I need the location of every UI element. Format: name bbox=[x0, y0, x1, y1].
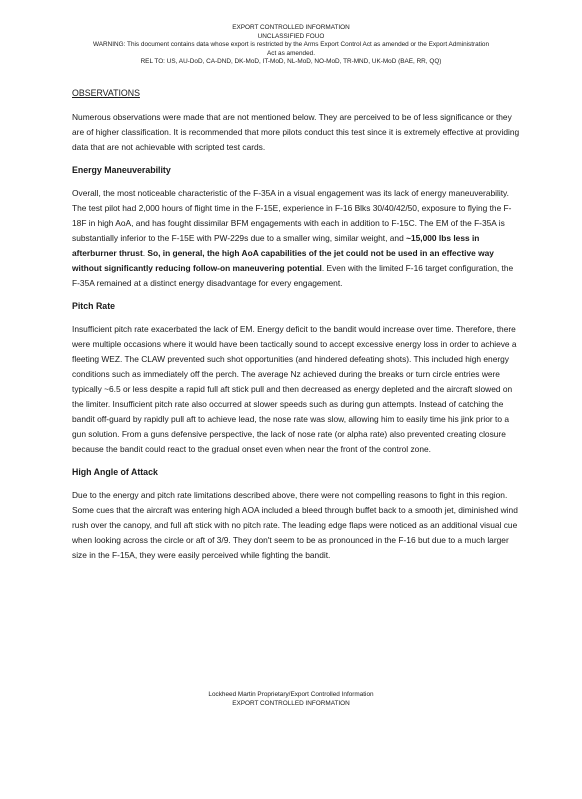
header-warning-cont: Act as amended. bbox=[267, 49, 315, 57]
header-export-control: EXPORT CONTROLLED INFORMATION bbox=[232, 24, 350, 31]
header-release: REL TO: US, AU-DoD, CA-DND, DK-MoD, IT-MoD, NL-MoD, NO-MoD, TR-MND, UK-MoD (BAE, RR, QQ) bbox=[140, 58, 442, 66]
energy-text-bold-aoa: So, in general, the high AoA capabilities of the jet could not be used in an effective way without significantly reducing follow-on maneuvering potential bbox=[72, 248, 494, 273]
energy-text-plain: Overall, the most noticeable characteristic of the F-35A in a visual engagement was its lack of energy maneuverability. The test pilot had 2,000 hours of flight time in the F-15E, experience in F-16 Blks 30/40/42/50, exposure to flying the F-18F in high AoA, and has fought dissimilar BFM engagements with each in addition to F-15C. The EM of the F-35A is substantially inferior to the F-15E with PW-229s due to a smaller wing, similar weight, and bbox=[72, 188, 512, 243]
pitch-heading: Pitch Rate bbox=[72, 301, 116, 311]
header-classification: UNCLASSIFIED FOUO bbox=[257, 32, 325, 40]
footer-export-control: EXPORT CONTROLLED INFORMATION bbox=[232, 700, 350, 707]
energy-text-mid: . bbox=[142, 248, 148, 258]
aoa-heading: High Angle of Attack bbox=[72, 467, 158, 477]
footer-proprietary: Lockheed Martin Proprietary/Export Controlled Information bbox=[208, 691, 374, 698]
energy-text-end: . Even with the limited F-16 target configuration, the F-35A remained at a distinct energy disadvantage for every engagement. bbox=[72, 263, 514, 288]
observations-intro: Numerous observations were made that are not mentioned below. They are perceived to be of less significance or they are of higher classification. It is recommended that more pilots conduct this test since it is extremely effective at providing data that are not achievable with scripted test cards. bbox=[72, 112, 520, 152]
page-footer bbox=[40, 690, 542, 708]
page-header bbox=[40, 24, 542, 67]
observations-title: OBSERVATIONS bbox=[72, 88, 140, 98]
energy-paragraph bbox=[72, 186, 522, 291]
aoa-paragraph: Due to the energy and pitch rate limitations described above, there were not compelling reasons to fight in this region. Some cues that the aircraft was entering high AOA included a bleed through buffet back to a smooth jet, diminished wind rush over the canopy, and full aft stick with no pitch rate. The leading edge flaps were noticed as an additional visual cue when looking across the circle or aft of 3/9. They don't seem to be as pronounced in the F-16 but due to a much larger size in the F-15A, they were easily perceived while fighting the bandit. bbox=[72, 490, 518, 560]
energy-heading: Energy Maneuverability bbox=[72, 165, 171, 175]
pitch-paragraph: Insufficient pitch rate exacerbated the lack of EM. Energy deficit to the bandit would increase over time. Therefore, there were multiple occasions where it would have been tactically sound to accept excessive energy loss in order to achieve a fleeting WEZ. The CLAW prevented such shot opportunities (and hindered defeating shots). This included high energy conditions such as immediately off the perch. The average Nz achieved during the breaks or turn circle entries were typically ~6.5 or less despite a rapid full aft stick pull and then decreased as energy depleted and the aircraft slowed on the limiter. Insufficient pitch rate also occurred at slower speeds such as during gun attempts. Instead of catching the bandit off-guard by rapidly pull aft to achieve lead, the nose rate was slow, allowing him to easily time his jink prior to a gun solution. From a guns defensive perspective, the lack of nose rate (or alpha rate) also prevented creating closure because the bandit could react to the gradual onset even when near the front of the control zone. bbox=[72, 324, 517, 454]
header-warning: WARNING: This document contains data whose export is restricted by the Arms Export Control Act as amended or the Export Administration bbox=[92, 41, 490, 49]
energy-text-bold-thrust: ~15,000 lbs less in afterburner thrust bbox=[72, 233, 480, 258]
document-body bbox=[72, 86, 522, 571]
